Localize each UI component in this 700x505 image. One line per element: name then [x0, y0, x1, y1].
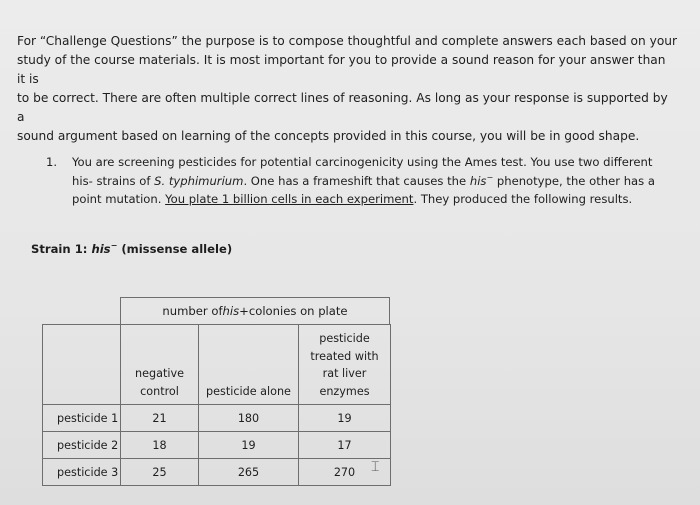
- strain-superscript: −: [110, 241, 118, 250]
- instructions-line: sound argument based on learning of the concepts provided in this course, you will be in good shape.: [17, 129, 640, 143]
- cell-liver-enzymes: 19: [299, 405, 391, 432]
- table-row: [43, 405, 391, 432]
- instructions-paragraph: [17, 32, 677, 146]
- cell-negative-control: 18: [121, 432, 199, 459]
- instructions-line: to be correct. There are often multiple correct lines of reasoning. As long as your response is supported by a: [17, 91, 668, 124]
- question-text-part: point mutation.: [72, 192, 166, 206]
- cell-liver-enzymes: 270: [299, 459, 391, 486]
- question-text-part: . They produced the following results.: [413, 192, 633, 206]
- cell-negative-control: 21: [121, 405, 199, 432]
- cell-pesticide-alone: 19: [199, 432, 299, 459]
- strain-heading: [31, 242, 232, 256]
- question-text-part: his- strains of: [72, 173, 155, 188]
- strain-gene: his: [91, 242, 111, 256]
- column-header-line: enzymes: [319, 384, 370, 398]
- column-header-negative-control: [121, 325, 199, 405]
- organism-name: S. typhimurium: [154, 173, 244, 188]
- question-number: 1.: [46, 155, 58, 169]
- column-header-line: rat liver: [322, 367, 367, 380]
- question-text-part: . One has a frameshift that causes the: [243, 173, 470, 188]
- instructions-line: For “Challenge Questions” the purpose is to compose thoughtful and complete answers each based on your: [17, 34, 678, 48]
- table-row: [43, 459, 391, 486]
- text-cursor-icon: ⌶: [371, 459, 380, 475]
- question-line: [72, 190, 666, 209]
- header-text: number of: [162, 304, 223, 318]
- table-header-banner: [120, 297, 390, 324]
- cell-pesticide-alone: 265: [199, 459, 299, 486]
- underlined-text: You plate 1 billion cells in each experiment: [165, 192, 414, 206]
- row-label: pesticide 2: [43, 432, 121, 459]
- question-1: [46, 153, 666, 209]
- header-text: colonies on plate: [248, 304, 348, 318]
- cell-pesticide-alone: 180: [199, 405, 299, 432]
- empty-corner-cell: [43, 325, 121, 405]
- strain-prefix: Strain 1:: [31, 242, 92, 256]
- question-line: [72, 172, 666, 191]
- header-gene: his+: [222, 304, 249, 318]
- question-text-part: phenotype, the other has a: [493, 173, 655, 188]
- column-header-pesticide-alone: pesticide alone: [199, 325, 299, 405]
- column-header-liver-enzymes: [299, 325, 391, 405]
- question-text: [72, 153, 666, 209]
- column-header-line: treated with: [310, 349, 379, 363]
- gene-name: his: [469, 173, 487, 188]
- column-header-line: negative: [135, 367, 184, 380]
- instructions-line: study of the course materials. It is most important for you to provide a sound reason for your answer than it is: [17, 53, 666, 86]
- column-header-line: control: [140, 384, 179, 398]
- table-row: [43, 432, 391, 459]
- question-line: You are screening pesticides for potential carcinogenicity using the Ames test. You use two different: [72, 155, 653, 169]
- row-label: pesticide 1: [43, 405, 121, 432]
- row-label: pesticide 3: [43, 459, 121, 486]
- results-table: [42, 324, 391, 486]
- gene-superscript: −: [486, 172, 494, 182]
- column-header-line: pesticide: [319, 332, 370, 345]
- cell-negative-control: 25: [121, 459, 199, 486]
- strain-suffix: (missense allele): [117, 242, 233, 256]
- table-column-headers: [43, 325, 391, 405]
- cell-liver-enzymes: 17: [299, 432, 391, 459]
